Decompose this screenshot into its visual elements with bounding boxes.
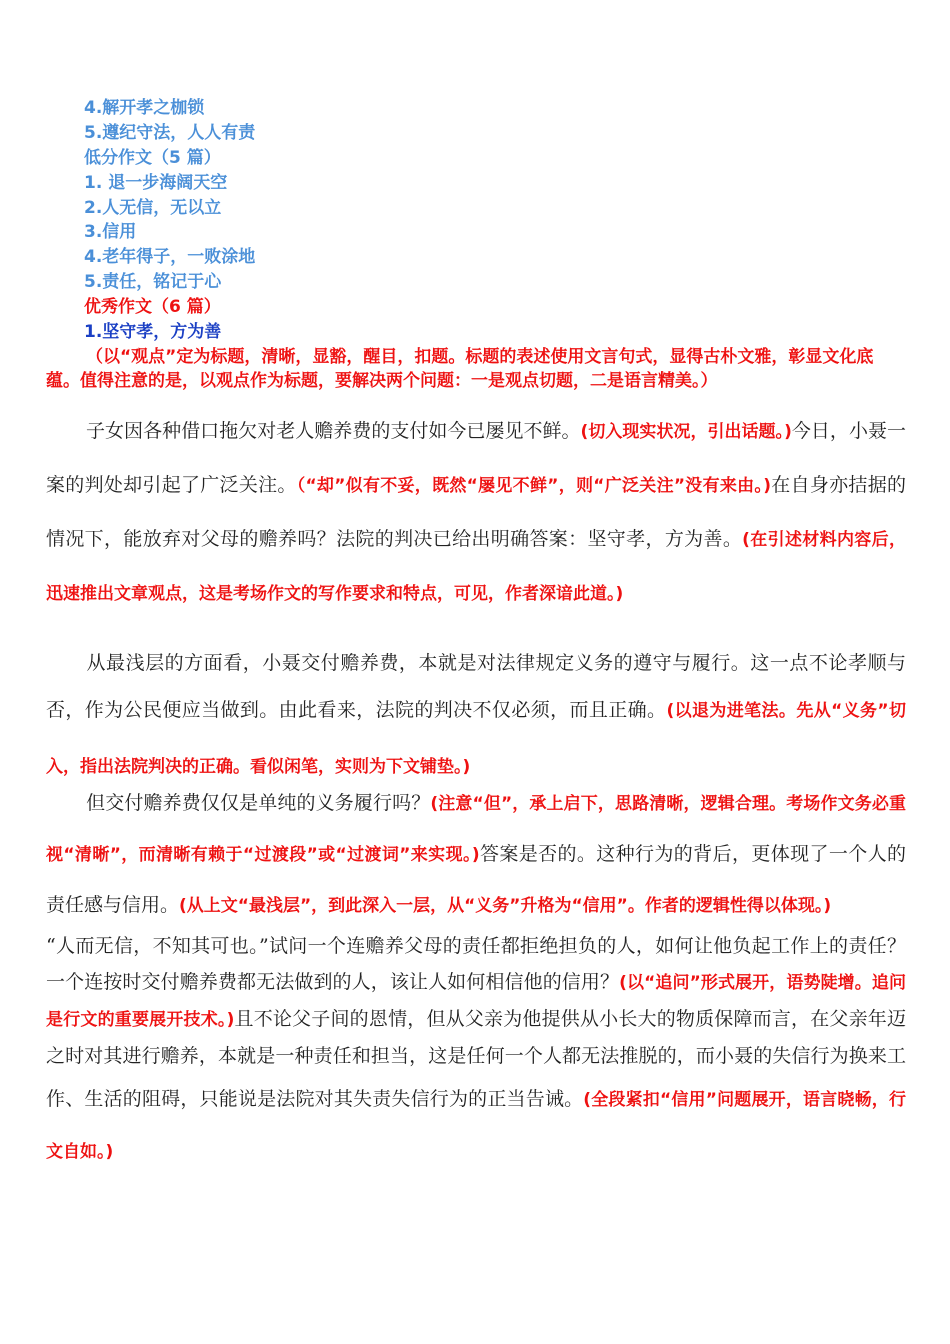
paragraph-text: “人而无信，不知其可也。”试问一个连赡养父母的责任都拒绝担负的人，如何让他负起工作上的责任？一个连按时交付赡养费都无法做到的人，该让人如何相信他的信用？: [46, 935, 906, 993]
outline-item: 4.解开孝之枷锁: [84, 98, 205, 118]
commentary: (以“追问”形式展开，语势陡增。追问是行文的重要展开技术。): [46, 973, 906, 1030]
commentary: (切入现实状况，引出话题。): [580, 422, 792, 442]
paragraph-text: 答案是否的。这种行为的背后，更体现了一个人的责任感与信用。: [46, 843, 906, 916]
essay-title: 1.坚守孝，方为善: [84, 322, 222, 342]
commentary: （“却”似有不妥，既然“屡见不鲜”，则“广泛关注”没有来由。): [296, 476, 771, 496]
low-score-heading: 低分作文（5 篇）: [84, 148, 221, 168]
paragraph-text: 但交付赡养费仅仅是单纯的义务履行吗？: [86, 792, 431, 814]
paragraph-text: 子女因各种借口拖欠对老人赡养费的支付如今已屡见不鲜。: [86, 420, 581, 442]
commentary: (以退为进笔法。先从“义务”切入，指出法院判决的正确。看似闲笔，实则为下文铺垫。): [46, 701, 906, 777]
paragraph-2: [46, 643, 906, 795]
commentary: (从上文“最浅层”，到此深入一层，从“义务”升格为“信用”。作者的逻辑性得以体现。): [179, 896, 832, 916]
commentary: (全段紧扣“信用”问题展开，语言晓畅，行文自如。): [46, 1090, 906, 1162]
paragraph-3: [46, 778, 906, 931]
title-commentary: （以“观点”定为标题，清晰，显豁，醒目，扣题。标题的表述使用文言句式，显得古朴文雅，彰显文化底蕴。值得注意的是，以观点作为标题，要解决两个问题：一是观点切题，二是语言精美。）: [46, 347, 874, 391]
outline-item: 4.老年得子，一败涂地: [84, 247, 256, 267]
paragraph-text: 在自身亦拮据的情况下，能放弃对父母的赡养吗？法院的判决已给出明确答案：坚守孝，方为善。: [46, 474, 906, 550]
paragraph-text: 今日，小聂一案的判处却引起了广泛关注。: [46, 420, 906, 496]
outline-item: 3.信用: [84, 222, 137, 242]
outline-item: 5.责任，铭记于心: [84, 272, 222, 292]
commentary: (在引述材料内容后，迅速推出文章观点，这是考场作文的写作要求和特点，可见，作者深谙此道。): [46, 530, 906, 604]
excellent-heading: 优秀作文（6 篇）: [84, 297, 221, 317]
outline-item: 1. 退一步海阔天空: [84, 173, 228, 193]
paragraph-text: 且不论父子间的恩情，但从父亲为他提供从小长大的物质保障而言，在父亲年迈之时对其进行赡养，本就是一种责任和担当，这是任何一个人都无法推脱的，而小聂的失信行为换来工作、生活的阻碍，只能说是法院对其失责失信行为的正当告诫。: [46, 1008, 906, 1110]
outline-item: 5.遵纪守法，人人有责: [84, 123, 256, 143]
outline-item: 2.人无信，无以立: [84, 198, 222, 218]
paragraph-text: 从最浅层的方面看，小聂交付赡养费，本就是对法律规定义务的遵守与履行。这一点不论孝顺与否，作为公民便应当做到。由此看来，法院的判决不仅必须，而且正确。: [46, 652, 906, 721]
paragraph-3-cont: [46, 928, 906, 1178]
paragraph-1: [46, 405, 906, 621]
commentary: (注意“但”，承上启下，思路清晰，逻辑合理。考场作文务必重视“清晰”，而清晰有赖于“过渡段”或“过渡词”来实现。): [46, 794, 906, 865]
